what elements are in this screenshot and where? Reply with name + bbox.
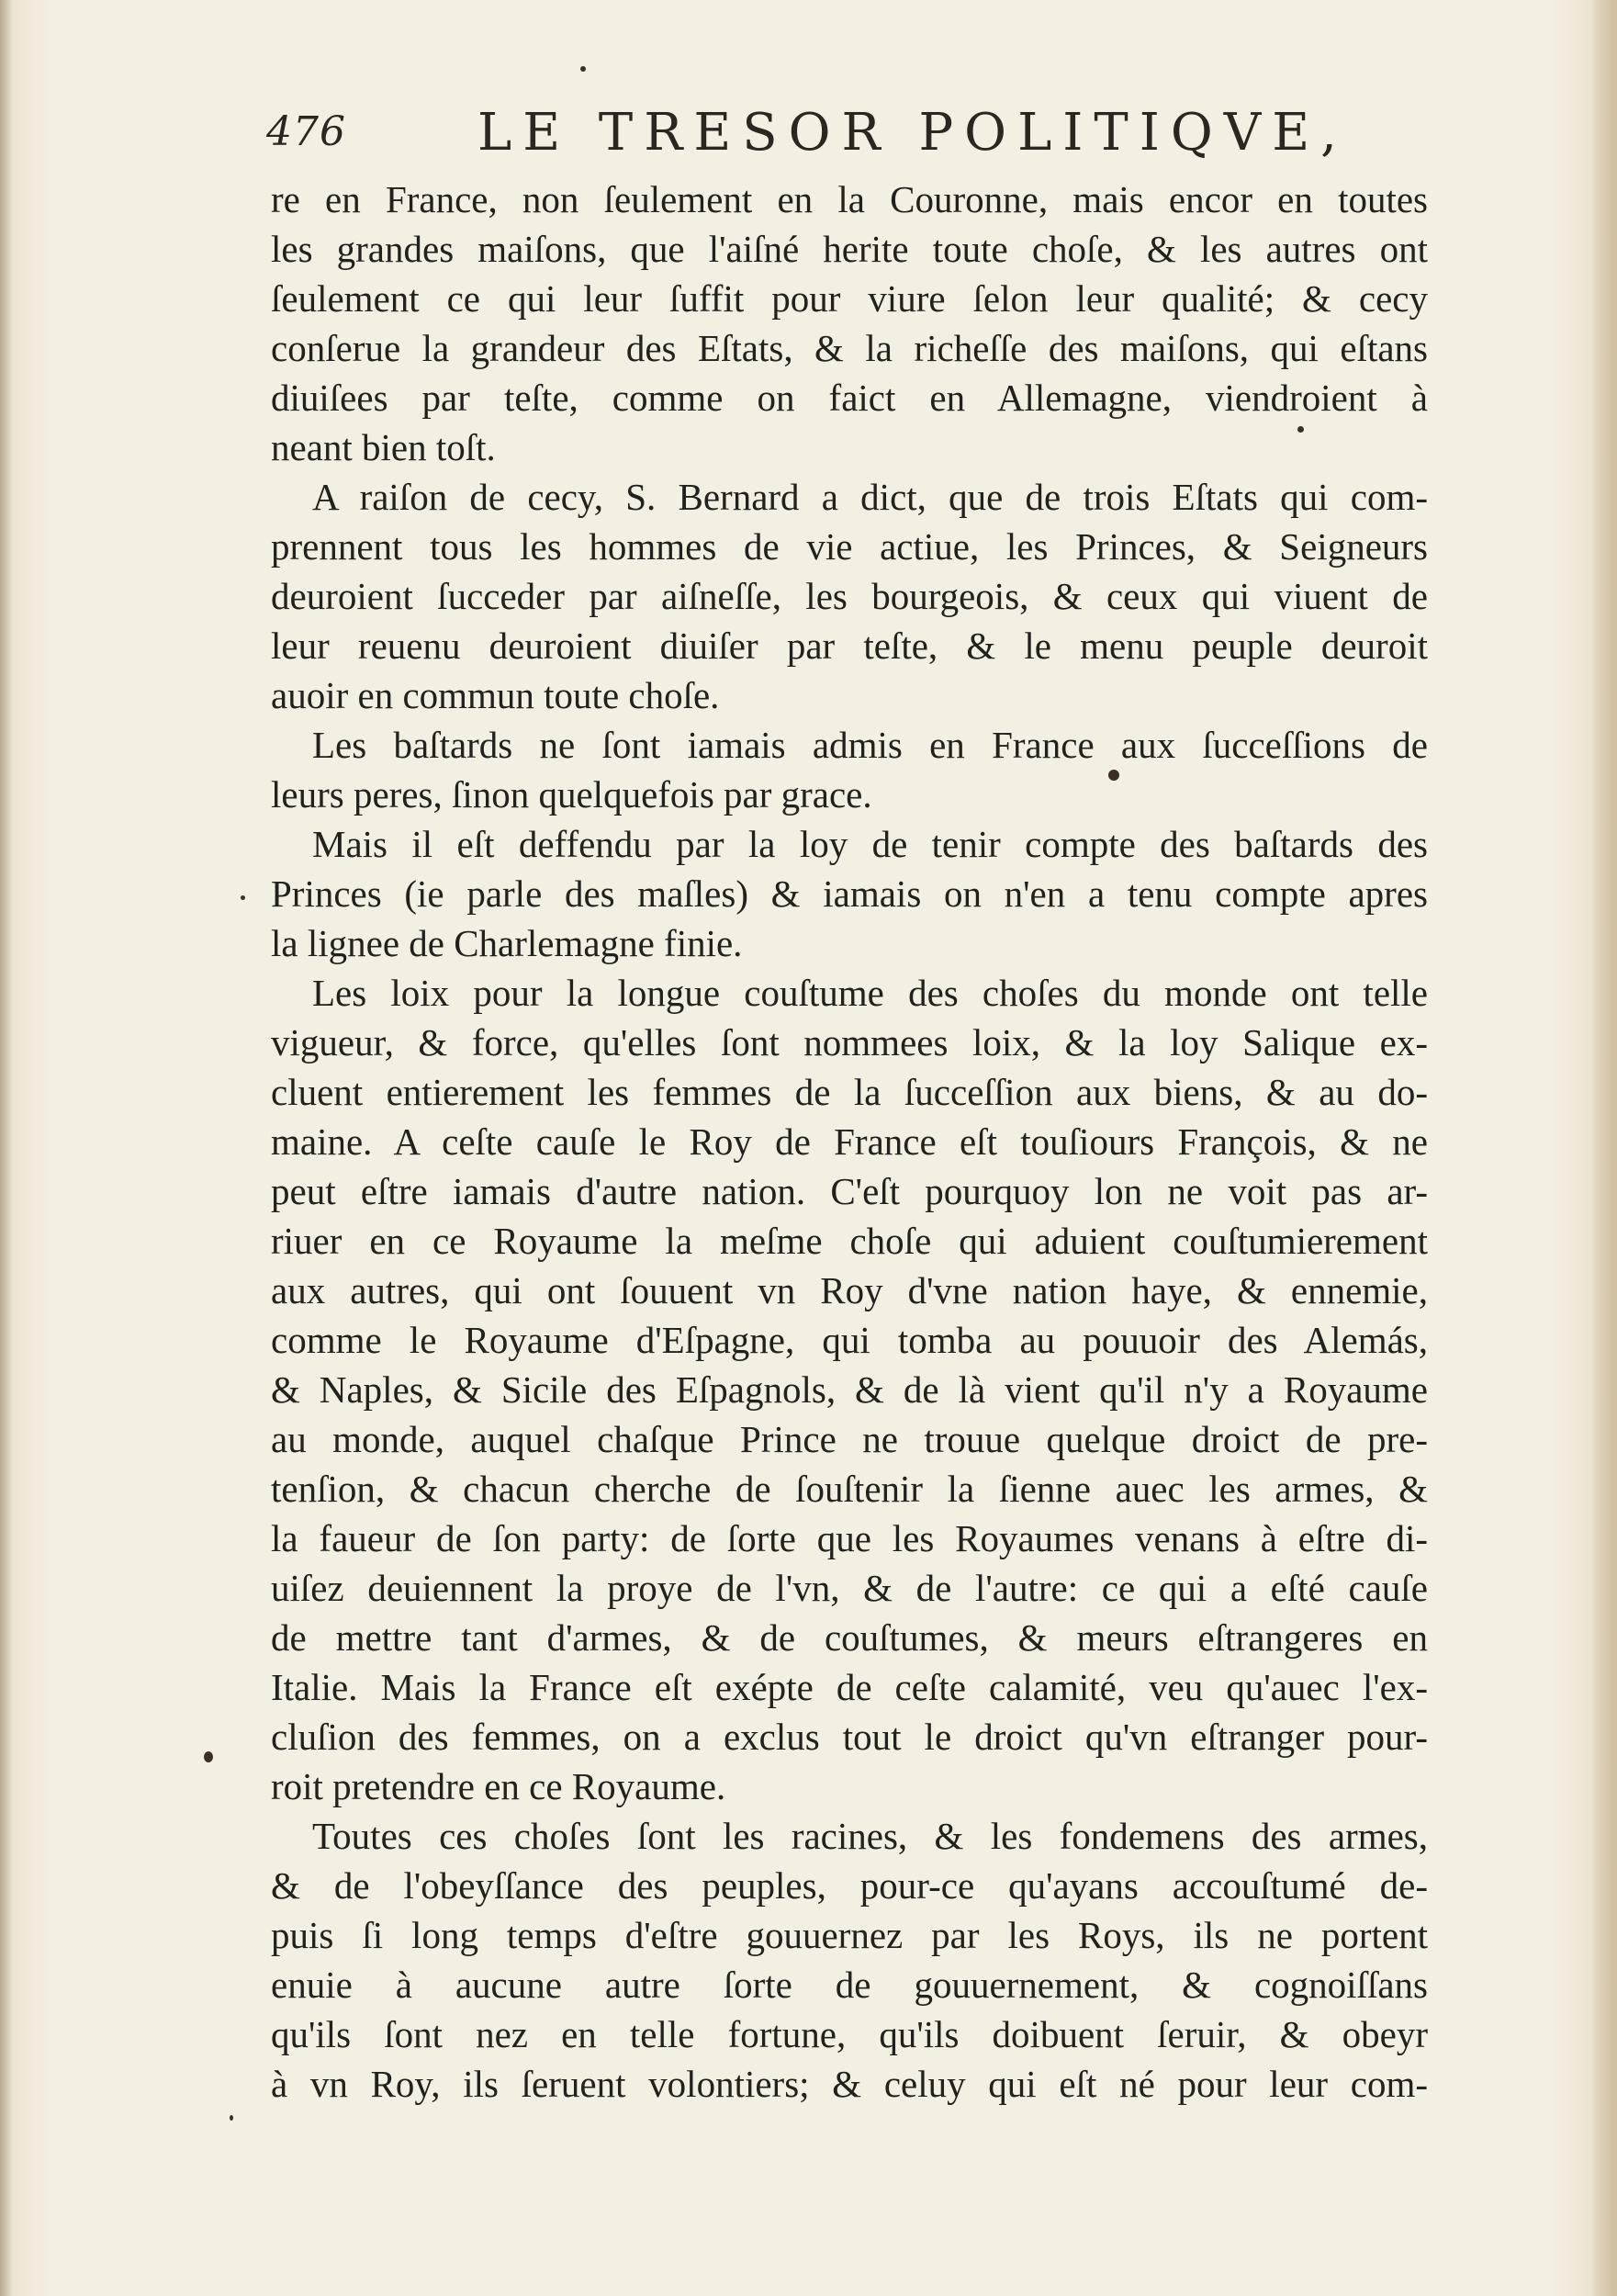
text-line: peut eſtre iamais d'autre nation. C'eſt pourquoy lon ne voit pas ar- xyxy=(271,1170,1428,1212)
text-line: Les baſtards ne ſont iamais admis en France aux ſucceſſions de xyxy=(312,724,1428,766)
text-line: vigueur, & force, qu'elles ſont nommees loix, & la loy Salique ex- xyxy=(271,1021,1428,1064)
text-line: re en France, non ſeulement en la Couronne, mais encor en toutes xyxy=(271,178,1428,220)
text-line: puis ſi long temps d'eſtre gouuernez par les Roys, ils ne portent xyxy=(271,1914,1428,1956)
text-line: aux autres, qui ont ſouuent vn Roy d'vne nation haye, & ennemie, xyxy=(271,1269,1428,1311)
text-line: conſerue la grandeur des Eſtats, & la richeſſe des maiſons, qui eſtans xyxy=(271,327,1428,369)
text-line: uiſez deuiennent la proye de l'vn, & de l'autre: ce qui a eſté cauſe xyxy=(271,1567,1428,1609)
text-line: leurs peres, ſinon quelquefois par grace. xyxy=(271,773,872,816)
text-line: la lignee de Charlemagne finie. xyxy=(271,922,743,964)
text-line: de mettre tant d'armes, & de couſtumes, & meurs eſtrangeres en xyxy=(271,1616,1428,1659)
text-line: roit pretendre en ce Royaume. xyxy=(271,1765,726,1807)
text-line: A raiſon de cecy, S. Bernard a dict, que de trois Eſtats qui com- xyxy=(312,476,1428,518)
text-line: cluent entierement les femmes de la ſucceſſion aux biens, & au do- xyxy=(271,1071,1428,1113)
text-line: prennent tous les hommes de vie actiue, les Princes, & Seigneurs xyxy=(271,525,1428,568)
text-line: tenſion, & chacun cherche de ſouſtenir la ſienne auec les armes, & xyxy=(271,1468,1428,1510)
spine-shadow xyxy=(0,0,13,2296)
ink-speck xyxy=(204,1751,213,1762)
text-line: comme le Royaume d'Eſpagne, qui tomba au pouuoir des Alemás, xyxy=(271,1319,1428,1361)
text-line: diuiſees par teſte, comme on faict en Allemagne, viendroient à xyxy=(271,377,1428,419)
text-line: riuer en ce Royaume la meſme choſe qui aduient couſtumierement xyxy=(271,1220,1428,1262)
text-line: enuie à aucune autre ſorte de gouuernement, & cognoiſſans xyxy=(271,1964,1428,2006)
page-header xyxy=(266,103,1423,167)
text-line: auoir en commun toute choſe. xyxy=(271,674,720,716)
text-line: ſeulement ce qui leur ſuffit pour viure ſelon leur qualité; & cecy xyxy=(271,277,1428,320)
text-line: cluſion des femmes, on a exclus tout le droict qu'vn eſtranger pour- xyxy=(271,1716,1428,1758)
running-title: LE TRESOR POLITIQVE, xyxy=(477,103,1348,163)
text-line: deuroient ſucceder par aiſneſſe, les bourgeois, & ceux qui viuent de xyxy=(271,575,1428,617)
page-number: 476 xyxy=(266,108,346,155)
text-line: leur reuenu deuroient diuiſer par teſte, & le menu peuple deuroit xyxy=(271,625,1428,667)
text-line: Les loix pour la longue couſtume des choſes du monde ont telle xyxy=(312,972,1428,1014)
ink-speck xyxy=(241,895,245,900)
text-line: qu'ils ſont nez en telle fortune, qu'ils doibuent ſeruir, & obeyr xyxy=(271,2013,1428,2055)
text-line: Toutes ces choſes ſont les racines, & les fondemens des armes, xyxy=(312,1815,1428,1857)
text-line: & Naples, & Sicile des Eſpagnols, & de là vient qu'il n'y a Royaume xyxy=(271,1368,1428,1411)
text-line: neant bien toſt. xyxy=(271,426,496,468)
ink-speck xyxy=(1108,770,1119,781)
ink-speck xyxy=(1297,426,1304,433)
text-line: au monde, auquel chaſque Prince ne trouue quelque droict de pre- xyxy=(271,1418,1428,1460)
ink-speck xyxy=(230,2115,233,2121)
text-line: Italie. Mais la France eſt exépte de ceſte calamité, veu qu'auec l'ex- xyxy=(271,1666,1428,1708)
text-line: Princes (ie parle des maſles) & iamais on n'en a tenu compte apres xyxy=(271,872,1428,915)
text-line: maine. A ceſte cauſe le Roy de France eſt touſiours François, & ne xyxy=(271,1120,1428,1163)
text-line: & de l'obeyſſance des peuples, pour-ce qu'ayans accouſtumé de- xyxy=(271,1864,1428,1907)
text-line: Mais il eſt deffendu par la loy de tenir compte des baſtards des xyxy=(312,823,1428,865)
body-text xyxy=(271,174,1428,2109)
text-line: la faueur de ſon party: de ſorte que les Royaumes venans à eſtre di- xyxy=(271,1517,1428,1559)
text-line: les grandes maiſons, que l'aiſné herite toute choſe, & les autres ont xyxy=(271,228,1428,270)
ink-speck xyxy=(580,66,586,72)
page-edge xyxy=(1589,0,1617,2296)
text-line: à vn Roy, ils ſeruent volontiers; & celuy qui eſt né pour leur com- xyxy=(271,2063,1428,2105)
